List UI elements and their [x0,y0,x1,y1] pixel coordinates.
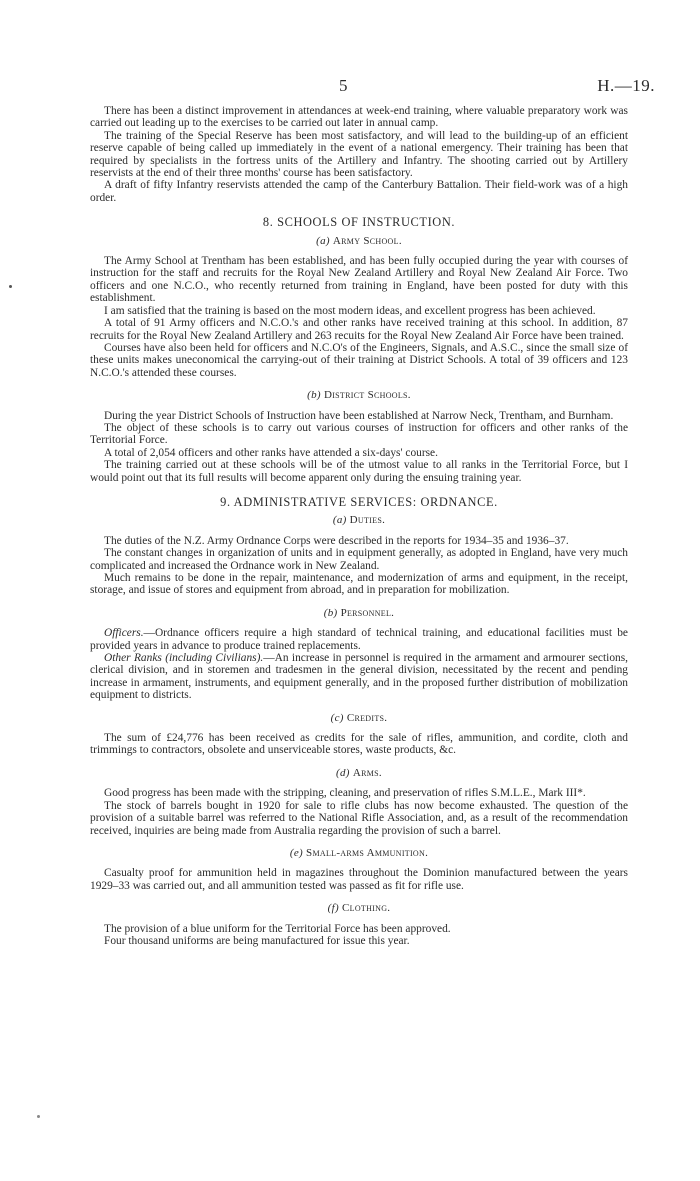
subheading-small-arms: (e) Small-arms Ammunition. [289,846,429,859]
paragraph: The constant changes in organization of units and in equipment generally, as adopted in England, have very much complicated and increased the Ordnance work in New Zealand. [90,547,628,572]
paragraph-other-ranks: Other Ranks (including Civilians).—An increase in personnel is required in the armament and armourer sections, clerical division, and in storemen and tradesmen in the general division, necessitated by the recent and pending increase in armament, instruments, and equipment generally, and in the proposed further distribution of mobilization equipment to districts. [90,652,628,702]
intro-block [90,105,628,204]
page-body [90,105,628,957]
army-school-block [90,255,628,379]
paragraph: Four thousand uniforms are being manufactured for issue this year. [104,934,410,947]
paragraph: A draft of fifty Infantry reservists attended the camp of the Canterbury Battalion. Their field-work was of a high order. [90,179,628,204]
subheading-personnel: (b) Personnel. [323,606,395,619]
subheading-duties: (a) Duties. [332,514,386,527]
paragraph: During the year District Schools of Instruction have been established at Narrow Neck, Trentham, and Burnham. [104,409,614,422]
paragraph: There has been a distinct improvement in attendances at week-end training, where valuable preparatory work was carried out leading up to the exercises to be carried out later in annual camp. [90,105,628,130]
section-heading-schools: 8. SCHOOLS OF INSTRUCTION. [262,215,456,230]
paragraph: The duties of the N.Z. Army Ordnance Corps were described in the reports for 1934–35 and 1936–37. [104,534,569,547]
margin-speck [37,1115,40,1118]
paragraph: Much remains to be done in the repair, maintenance, and modernization of arms and equipment, in the receipt, storage, and issue of stores and equipment from abroad, and in preparation for mobilization. [90,572,628,597]
paragraph: Casualty proof for ammunition held in magazines throughout the Dominion manufactured between the years 1929–33 was carried out, and all ammunition tested was passed as fit for rifle use. [90,867,628,892]
page-number: 5 [339,76,348,95]
other-ranks-label: Other Ranks (including Civilians). [104,652,264,665]
paragraph: The training carried out at these schools will be of the utmost value to all ranks in the Territorial Force, but I would point out that its full results will become apparent only during the ensuing training year. [90,459,628,484]
section-heading-ordnance: 9. ADMINISTRATIVE SERVICES: ORDNANCE. [220,494,498,509]
paragraph-officers: Officers.—Ordnance officers require a high standard of technical training, and educational facilities must be provided years in advance to produce trained replacements. [90,627,628,652]
page-header [0,76,700,98]
paragraph: A total of 91 Army officers and N.C.O.'s and other ranks have received training at this school. In addition, 87 recruits for the Royal New Zealand Artillery and 263 recuits for the Royal New Zealand Air Force have been trained. [90,317,628,342]
subheading-arms: (d) Arms. [336,766,382,779]
paragraph: The stock of barrels bought in 1920 for sale to rifle clubs has now become exhausted. The question of the provision of a suitable barrel was referred to the National Rifle Association, and, as a result of the recommendation received, inquiries are being made from Australia regarding the provision of such a barrel. [90,799,628,837]
paragraph: The object of these schools is to carry out various courses of instruction for officers and other ranks of the Territorial Force. [90,421,628,447]
paragraph: I am satisfied that the training is based on the most modern ideas, and excellent progress has been achieved. [104,304,596,317]
subheading-clothing: (f) Clothing. [327,902,391,915]
margin-mark [9,285,12,288]
paragraph: A total of 2,054 officers and other ranks have attended a six-days' course. [104,446,438,459]
subheading-army-school: (a) Army School. [316,234,402,247]
small-arms-block [90,867,628,892]
duties-block [90,535,628,597]
paragraph: The training of the Special Reserve has been most satisfactory, and will lead to the building-up of an efficient reserve capable of being called up immediately in the event of a national emergency. Their training has been that required by specialists in the fortress units of the Artillery and Infantry. The shooting carried out by Artillery reservists at the end of their three months' course has been satisfactory. [90,129,628,180]
paragraph: The Army School at Trentham has been established, and has been fully occupied during the year with courses of instruction for the staff and recruits for the Royal New Zealand Artillery and Royal New Zealand Air Force. Two officers and one N.C.O., who recently returned from training in England, have been posted for duty with this establishment. [90,255,628,305]
arms-block [90,787,628,837]
personnel-block [90,627,628,701]
officers-label: Officers. [104,627,144,640]
clothing-block [90,923,628,948]
paragraph: The provision of a blue uniform for the Territorial Force has been approved. [104,922,451,935]
paragraph: The sum of £24,776 has been received as credits for the sale of rifles, ammunition, and cordite, cloth and trimmings to contractors, obsolete and unserviceable stores, waste products, &c. [90,732,628,757]
document-reference: H.—19. [597,76,655,95]
subheading-district-schools: (b) District Schools. [307,389,411,402]
paragraph: Good progress has been made with the stripping, cleaning, and preservation of rifles S.M.L.E., Mark III*. [104,787,586,800]
district-schools-block [90,410,628,484]
credits-block [90,732,628,757]
paragraph: Courses have also been held for officers and N.C.O's of the Engineers, Signals, and A.S.C., since the small size of these units makes uneconomical the carrying-out of their training at District Schools. A total of 39 officers and 123 N.C.O.'s attended these courses. [90,341,628,379]
subheading-credits: (c) Credits. [330,711,388,724]
